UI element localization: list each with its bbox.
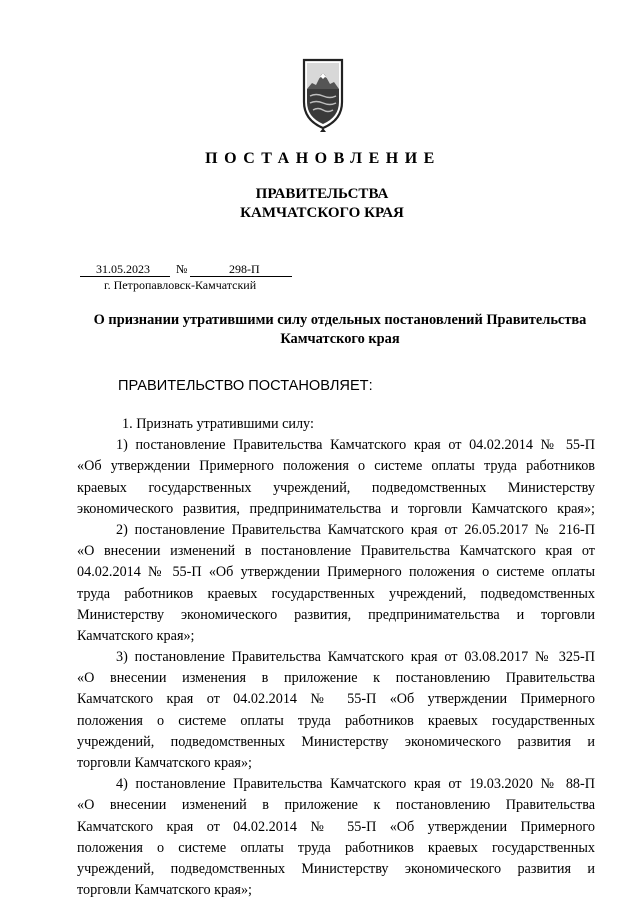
body-line: положения о системе оплаты труда работников краевых государственных <box>77 712 595 729</box>
body-line: Камчатского края от 04.02.2014 № 55-П «Об утверждении Примерного <box>77 818 595 835</box>
kamchatka-coat-of-arms-icon <box>298 54 348 134</box>
authority-line-1: ПРАВИТЕЛЬСТВА <box>255 186 389 202</box>
body-line: положения о системе оплаты труда работников краевых государственных <box>77 839 595 856</box>
resolution-heading: ПРАВИТЕЛЬСТВО ПОСТАНОВЛЯЕТ: <box>118 378 373 394</box>
body-line: 04.02.2014 № 55-П «Об утверждении Примерного положения о системе оплаты <box>77 564 595 581</box>
body-line: экономического развития, предпринимательства и торговли Камчатского края»; <box>77 500 595 517</box>
body-line: 2) постановление Правительства Камчатского края от 26.05.2017 № 216-П <box>116 521 595 538</box>
body-line: 1. Признать утратившими силу: <box>122 416 314 432</box>
document-place: г. Петропавловск-Камчатский <box>104 278 257 292</box>
document-type: ПОСТАНОВЛЕНИЕ <box>205 150 441 167</box>
body-line: 3) постановление Правительства Камчатского края от 03.08.2017 № 325-П <box>116 649 595 666</box>
body-line: Камчатского края от 04.02.2014 № 55-П «Об утверждении Примерного <box>77 691 595 708</box>
body-line: 4) постановление Правительства Камчатского края от 19.03.2020 № 88-П <box>116 776 595 793</box>
document-number: 298-П <box>229 262 260 276</box>
subject-line-1: О признании утратившими силу отдельных постановлений Правительства <box>93 312 587 328</box>
document-date: 31.05.2023 <box>96 262 150 276</box>
body-line: учреждений, подведомственных Министерству экономического развития и <box>77 733 595 750</box>
body-line: «Об утверждении Примерного положения о системе оплаты труда работников <box>77 458 595 475</box>
body-line: «О внесении изменений в приложение к постановлению Правительства <box>77 797 595 814</box>
body-line: труда работников краевых государственных учреждений, подведомственных <box>77 585 595 602</box>
subject-line-2: Камчатского края <box>280 331 400 347</box>
body-line: учреждений, подведомственных Министерству экономического развития и <box>77 860 595 877</box>
body-line: Министерству экономического развития, предпринимательства и торговли <box>77 606 595 623</box>
body-line: краевых государственных учреждений, подведомственных Министерству <box>77 479 595 496</box>
body-line: 1) постановление Правительства Камчатского края от 04.02.2014 № 55-П <box>116 437 595 454</box>
issuing-authority <box>0 185 640 223</box>
body-line: «О внесении изменения в приложение к постановлению Правительства <box>77 670 595 687</box>
document-subject <box>60 311 620 349</box>
body-line: торговли Камчатского края»; <box>77 755 252 771</box>
authority-line-2: КАМЧАТСКОГО КРАЯ <box>240 205 404 221</box>
body-line: торговли Камчатского края»; <box>77 882 252 899</box>
number-sign: № <box>176 262 188 276</box>
body-line: «О внесении изменений в постановление Правительства Камчатского края от <box>77 543 595 560</box>
body-line: Камчатского края»; <box>77 627 195 644</box>
document-body <box>77 414 595 901</box>
